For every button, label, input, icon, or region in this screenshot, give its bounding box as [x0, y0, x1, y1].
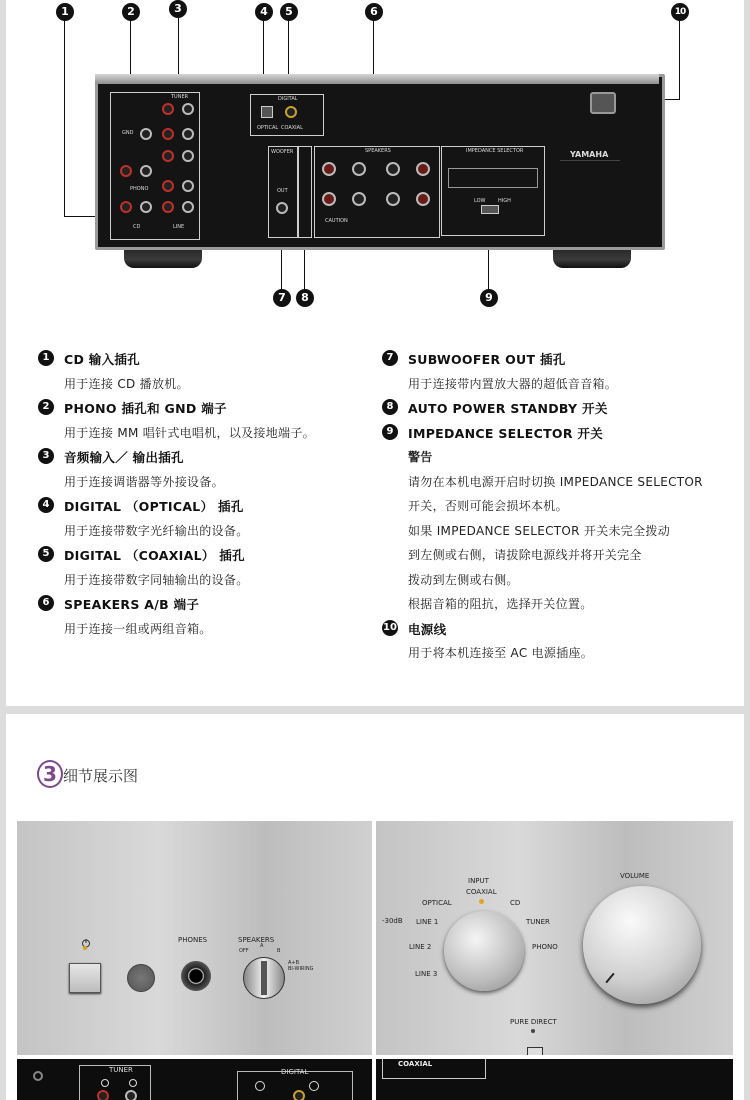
volume-knob[interactable] [583, 886, 701, 1004]
item-description: 到左侧或右侧，请拔除电源线并将开关完全 [408, 548, 642, 562]
rear-digital-label: DIGITAL [281, 1068, 309, 1076]
label-impedance: IMPEDANCE SELECTOR [466, 148, 524, 154]
item-title: IMPEDANCE SELECTOR 开关 [408, 425, 604, 441]
input-selector-knob[interactable] [444, 911, 524, 991]
impedance-table [448, 168, 538, 188]
left-channel-icon [129, 1079, 137, 1087]
speaker-post [386, 162, 400, 176]
item-number-4: 4 [38, 497, 54, 513]
coaxial-label: COAXIAL [466, 888, 497, 896]
line-jack-l [182, 128, 194, 140]
item-description: 用于连接带数字光纤输出的设备。 [64, 523, 249, 538]
subwoofer-out-jack [276, 202, 288, 214]
line-jack-r [162, 128, 174, 140]
item-title: DIGITAL （OPTICAL） 插孔 [64, 499, 244, 514]
photo-front-left [17, 821, 372, 1055]
photo-rear-right [376, 1059, 733, 1100]
screw-icon [255, 1081, 265, 1091]
label-tuner: TUNER [171, 94, 189, 100]
rear-coaxial-label: COAXIAL [398, 1060, 433, 1068]
amplifier-top-edge [95, 74, 659, 84]
callout-1: 1 [56, 3, 74, 21]
optical-label: OPTICAL [422, 899, 452, 907]
cd-jack-l [140, 201, 152, 213]
gnd-screw [33, 1071, 43, 1081]
speakers-b-label: B [277, 948, 281, 954]
pure-direct-indicator [531, 1029, 535, 1033]
screw-icon [309, 1081, 319, 1091]
label-subwoofer: WOOFER [271, 149, 294, 155]
line1-label: LINE 1 [416, 918, 439, 926]
phones-label: PHONES [178, 936, 208, 944]
item-number-7: 7 [382, 350, 398, 366]
optical-jack [261, 106, 273, 118]
item-description: 用于连接带内置放大器的超低音音箱。 [408, 376, 618, 391]
speakers-label: SPEAKERS [238, 936, 275, 944]
label-digital: DIGITAL [278, 96, 298, 102]
label-caution: CAUTION [325, 218, 348, 224]
item-description: 根据音箱的阻抗，选择开关位置。 [408, 597, 593, 611]
leader-line [679, 20, 680, 100]
line2-label: LINE 2 [409, 943, 432, 951]
rear-tuner-label: TUNER [109, 1066, 133, 1074]
speaker-post [352, 162, 366, 176]
photo-rear-left [17, 1059, 372, 1100]
tuner-jack-r [97, 1090, 109, 1100]
brand-logo: YAMAHA [570, 150, 609, 159]
item-description: 拨动到左侧或右侧。 [408, 572, 519, 587]
speaker-post [416, 192, 430, 206]
item-title: SUBWOOFER OUT 插孔 [408, 352, 566, 367]
item-title: 音频输入／ 输出插孔 [64, 450, 184, 465]
item-number-5: 5 [38, 546, 54, 562]
line-jack-l [182, 150, 194, 162]
callout-4: 4 [255, 3, 273, 21]
item-number-9: 9 [382, 424, 398, 440]
item-description: 开关，否则可能会损坏本机。 [408, 499, 568, 513]
line3-label: LINE 3 [415, 970, 438, 978]
callout-8: 8 [296, 289, 314, 307]
tuner-jack-l [182, 103, 194, 115]
impedance-switch [481, 205, 499, 214]
callout-6: 6 [365, 3, 383, 21]
photo-front-right [376, 821, 733, 1055]
power-indicator [83, 946, 87, 950]
tuner-label: TUNER [526, 918, 550, 926]
tuner-jack-l [125, 1090, 137, 1100]
speaker-post [322, 192, 336, 206]
callout-3: 3 [169, 0, 187, 18]
item-title: 电源线 [408, 621, 447, 637]
phono-label: PHONO [532, 943, 558, 951]
item-description: 用于连接带数字同轴输出的设备。 [64, 572, 249, 587]
phono-jack-l [140, 165, 152, 177]
callout-7: 7 [273, 289, 291, 307]
line-jack-r [162, 150, 174, 162]
phono-jack-r [120, 165, 132, 177]
item-number-6: 6 [38, 595, 54, 611]
pure-direct-button[interactable] [527, 1047, 543, 1055]
speaker-post [416, 162, 430, 176]
label-speakers: SPEAKERS [365, 148, 391, 154]
item-description: 如果 IMPEDANCE SELECTOR 开关未完全拨动 [408, 523, 670, 538]
gnd-terminal [140, 128, 152, 140]
label-high: HIGH [498, 198, 511, 204]
label-phono: PHONO [130, 186, 149, 192]
db-label: -30dB [382, 917, 403, 925]
pure-direct-label: PURE DIRECT [510, 1018, 557, 1026]
item-title: CD 输入插孔 [64, 352, 141, 367]
leader-line [64, 20, 65, 216]
item-number-10: 10 [382, 620, 398, 636]
label-line: LINE [173, 224, 185, 230]
item-description: 用于连接一组或两组音箱。 [64, 621, 212, 636]
coaxial-indicator [479, 899, 484, 904]
section-number-badge: 3 [37, 760, 63, 788]
power-button[interactable] [69, 963, 101, 993]
coaxial-jack [293, 1090, 305, 1100]
speakers-ab-label: A+B [288, 960, 300, 966]
speaker-post [352, 192, 366, 206]
item-description: 用于连接调谐器等外接设备。 [64, 474, 224, 489]
item-title: SPEAKERS A/B 端子 [64, 597, 200, 612]
callout-2: 2 [122, 3, 140, 21]
line-jack-r [162, 201, 174, 213]
sensor-window [127, 964, 155, 992]
label-coaxial: COAXIAL [281, 125, 303, 131]
callout-10: 10 [671, 3, 689, 21]
item-description: 用于连接 CD 播放机。 [64, 376, 189, 391]
item-description: 请勿在本机电源开启时切换 IMPEDANCE SELECTOR [408, 474, 703, 489]
speakers-a-label: A [260, 943, 264, 949]
callout-9: 9 [480, 289, 498, 307]
speaker-post [386, 192, 400, 206]
speaker-post [322, 162, 336, 176]
item-description: 警告 [408, 450, 433, 464]
section-title: 细节展示图 [63, 767, 139, 785]
item-title: AUTO POWER STANDBY 开关 [408, 401, 608, 416]
item-number-1: 1 [38, 350, 54, 366]
auto-standby-switch [298, 146, 312, 238]
input-label: INPUT [468, 877, 489, 885]
speakers-off-label: OFF [239, 948, 249, 954]
volume-label: VOLUME [620, 872, 650, 880]
item-title: PHONO 插孔和 GND 端子 [64, 401, 227, 416]
item-description: 用于连接 MM 唱针式电唱机，以及接地端子。 [64, 425, 315, 440]
cd-jack-r [120, 201, 132, 213]
item-description: 用于将本机连接至 AC 电源插座。 [408, 646, 594, 660]
power-icon [81, 933, 91, 943]
power-cord-exit [590, 92, 616, 114]
coaxial-jack [285, 106, 297, 118]
rating-plate [560, 160, 620, 191]
cd-label: CD [510, 899, 521, 907]
item-title: DIGITAL （COAXIAL） 插孔 [64, 548, 245, 563]
label-cd: CD [133, 224, 141, 230]
biwiring-label: BI-WIRING [288, 966, 314, 972]
impedance-selector-block [441, 146, 545, 236]
line-jack-r [162, 180, 174, 192]
line-jack-l [182, 180, 194, 192]
tuner-jack-r [162, 103, 174, 115]
item-number-8: 8 [382, 399, 398, 415]
label-out: OUT [277, 188, 288, 194]
line-jack-l [182, 201, 194, 213]
speakers-selector-knob[interactable] [243, 957, 285, 999]
label-gnd: GND [122, 130, 134, 136]
item-number-3: 3 [38, 448, 54, 464]
callout-5: 5 [280, 3, 298, 21]
item-number-2: 2 [38, 399, 54, 415]
right-channel-icon [101, 1079, 109, 1087]
phones-jack[interactable] [181, 961, 211, 991]
label-optical: OPTICAL [257, 125, 279, 131]
label-low: LOW [474, 198, 486, 204]
